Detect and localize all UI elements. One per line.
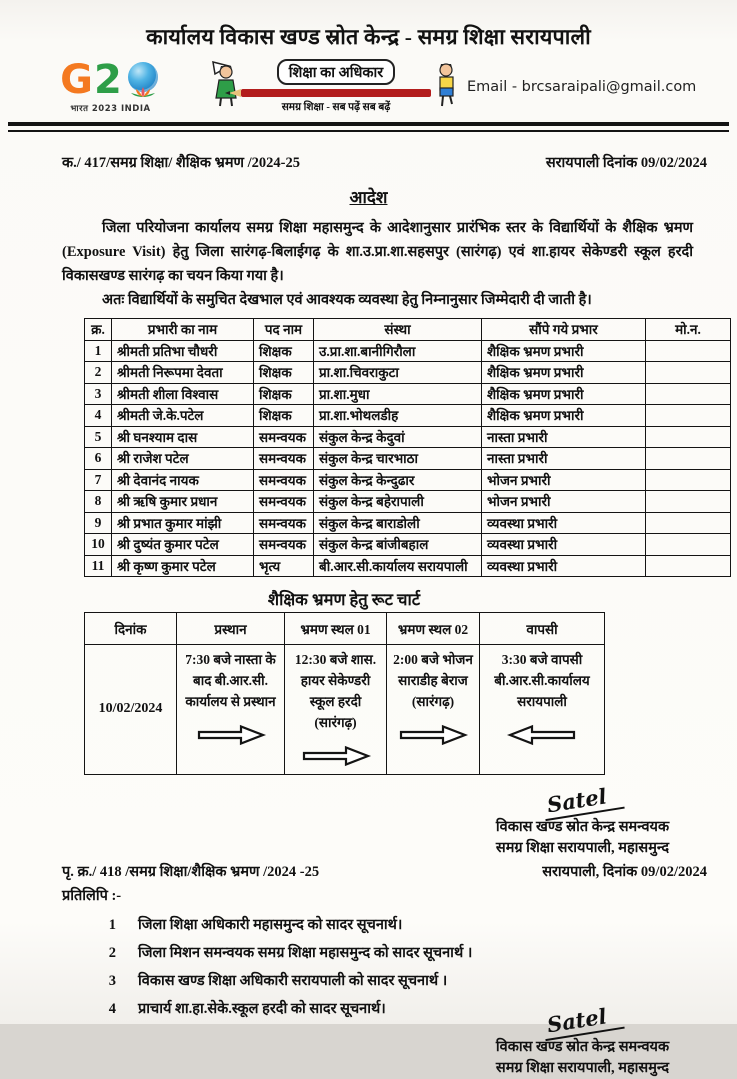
list-item: 4 प्राचार्य शा.हा.सेके.स्कूल हरदी को सादर सूचनार्थ। (108, 1000, 386, 1017)
table-row: 7 श्री देवानंद नायक समन्वयक संकुल केन्द्र केन्दुढार भोजन प्रभारी (85, 469, 731, 491)
table-row: 5 श्री घनश्याम दास समन्वयक संकुल केन्द्र केदुवां नास्ता प्रभारी (85, 426, 731, 448)
signature-place-date: सरायपाली, दिनांक 09/02/2024 (542, 863, 707, 880)
route-date: 10/02/2024 (85, 645, 177, 775)
g20-letter-2: 2 (94, 56, 122, 103)
copy-to-label: प्रतिलिपि :- (62, 887, 122, 904)
route-chart-section (84, 587, 604, 775)
route-arrow-right-icon (288, 744, 383, 772)
table-row: 4 श्रीमती जे.के.पटेल शिक्षक प्रा.शा.भोथलडीह शैक्षिक भ्रमण प्रभारी (85, 405, 731, 427)
table-row: 11 श्री कृष्ण कुमार पटेल भृत्य बी.आर.सी.कार्यालय सरायपाली व्यवस्था प्रभारी (85, 555, 731, 577)
girl-figure-icon (209, 60, 239, 113)
endorsement-number: पृ. क्र./ 418 /समग्र शिक्षा/शैक्षिक भ्रमण /2024 -25 (62, 863, 320, 880)
order-body (62, 216, 693, 312)
route-stop-departure: 7:30 बजे नास्ता के बाद बी.आर.सी. कार्यालय से प्रस्थान (177, 645, 285, 775)
g20-letter-g: G (60, 56, 93, 103)
reference-number: क./ 417/समग्र शिक्षा/ शैक्षिक भ्रमण /2024-25 (62, 155, 300, 171)
signature-scribble: Satel (541, 781, 624, 821)
duty-table (84, 318, 731, 577)
rte-slogan: शिक्षा का अधिकार (277, 59, 395, 85)
signatory-office: समग्र शिक्षा सरायपाली, महासमुन्द (495, 839, 670, 856)
signatory-designation: विकास खण्ड स्रोत केन्द्र समन्वयक (495, 818, 670, 835)
route-arrow-right-icon (390, 723, 476, 751)
route-stop-return: 3:30 बजे वापसी बी.आर.सी.कार्यालय सरायपाली (480, 645, 605, 775)
reference-place-date: सरायपाली दिनांक 09/02/2024 (545, 155, 707, 171)
list-item: 2 जिला मिशन समन्वयक समग्र शिक्षा महासमुन्द को सादर सूचनार्थ । (108, 944, 473, 961)
table-row: 2 श्रीमती निरूपमा देवता शिक्षक प्रा.शा.चिवराकुटा शैक्षिक भ्रमण प्रभारी (85, 362, 731, 384)
g20-logo (18, 56, 203, 114)
rte-pencil-icon (241, 89, 431, 97)
header-divider (8, 122, 729, 132)
rte-logo (203, 59, 467, 114)
route-stop-2: 2:00 बजे भोजन साराडीह बेराज (सारंगढ़) (387, 645, 480, 775)
signature-block-1 (450, 783, 715, 859)
route-data-row (85, 645, 605, 775)
reference-row (62, 152, 707, 172)
table-row: 1 श्रीमती प्रतिभा चौधरी शिक्षक उ.प्रा.शा.बानीगिरौला शैक्षिक भ्रमण प्रभारी (85, 340, 731, 362)
order-paragraph-2: अतः विद्यार्थियों के समुचित देखभाल एवं आवश्यक व्यवस्था हेतु निम्नानुसार जिम्मेदारी दी जाती है। (102, 292, 592, 308)
order-heading: आदेश (349, 188, 388, 207)
table-row: 6 श्री राजेश पटेल समन्वयक संकुल केन्द्र चारभाठा नास्ता प्रभारी (85, 448, 731, 470)
email-text: Email - brcsaraipali@gmail.com (467, 78, 697, 95)
globe-icon (125, 62, 161, 98)
list-item: 1 जिला शिक्षा अधिकारी महासमुन्द को सादर सूचनार्थ। (108, 916, 403, 933)
route-chart-table (84, 612, 605, 775)
g20-tagline: भारत 2023 INDIA (70, 103, 151, 114)
table-row: 9 श्री प्रभात कुमार मांझी समन्वयक संकुल केन्द्र बाराडोली व्यवस्था प्रभारी (85, 512, 731, 534)
lotus-icon (130, 86, 156, 102)
list-item: 3 विकास खण्ड शिक्षा अधिकारी सरायपाली को सादर सूचनार्थ । (108, 972, 448, 989)
table-row: 3 श्रीमती शीला विश्वास शिक्षक प्रा.शा.मुधा शैक्षिक भ्रमण प्रभारी (85, 383, 731, 405)
route-header-row: दिनांक प्रस्थान भ्रमण स्थल 01 भ्रमण स्थल 02 वापसी (85, 613, 605, 645)
signature-scribble: Satel (541, 1001, 624, 1041)
order-paragraph-1: जिला परियोजना कार्यालय समग्र शिक्षा महासमुन्द के आदेशानुसार प्रारंभिक स्तर के विद्यार्थियों के शैक्षिक भ्रमण (Exposure Visit) हेतु जिला सारंगढ़-बिलाईगढ़ के शा.उ.प्रा.शा.सहसपुर (सारंगढ़) एवं शा.हायर सेकेण्डरी स्कूल हरदी विकासखण्ड सारंगढ़ का चयन किया गया है। (62, 220, 693, 284)
route-chart-title: शैक्षिक भ्रमण हेतु रूट चार्ट (267, 590, 421, 609)
table-row: 8 श्री ऋषि कुमार प्रधान समन्वयक संकुल केन्द्र बहेरापाली भोजन प्रभारी (85, 491, 731, 513)
signatory-designation: विकास खण्ड स्रोत केन्द्र समन्वयक (495, 1038, 670, 1055)
rte-subtitle: समग्र शिक्षा - सब पढ़ें सब बढ़ें (281, 102, 391, 113)
signature-block-2 (450, 1003, 715, 1079)
signatory-office: समग्र शिक्षा सरायपाली, महासमुन्द (495, 1059, 670, 1076)
route-arrow-right-icon (180, 723, 281, 751)
route-arrow-left-icon (483, 723, 601, 751)
duty-table-header-row: क्र. प्रभारी का नाम पद नाम संस्था सौंपे गये प्रभार मो.न. (85, 319, 731, 341)
boy-figure-icon (433, 60, 461, 113)
endorsement-row (62, 861, 707, 881)
office-title: कार्यालय विकास खण्ड स्रोत केन्द्र - समग्र शिक्षा सरायपाली (146, 25, 591, 49)
header-logo-row (18, 56, 719, 114)
route-stop-1: 12:30 बजे शास. हायर सेकेण्डरी स्कूल हरदी (सारंगढ़) (285, 645, 387, 775)
table-row: 10 श्री दुष्यंत कुमार पटेल समन्वयक संकुल केन्द्र बांजीबहाल व्यवस्था प्रभारी (85, 534, 731, 556)
